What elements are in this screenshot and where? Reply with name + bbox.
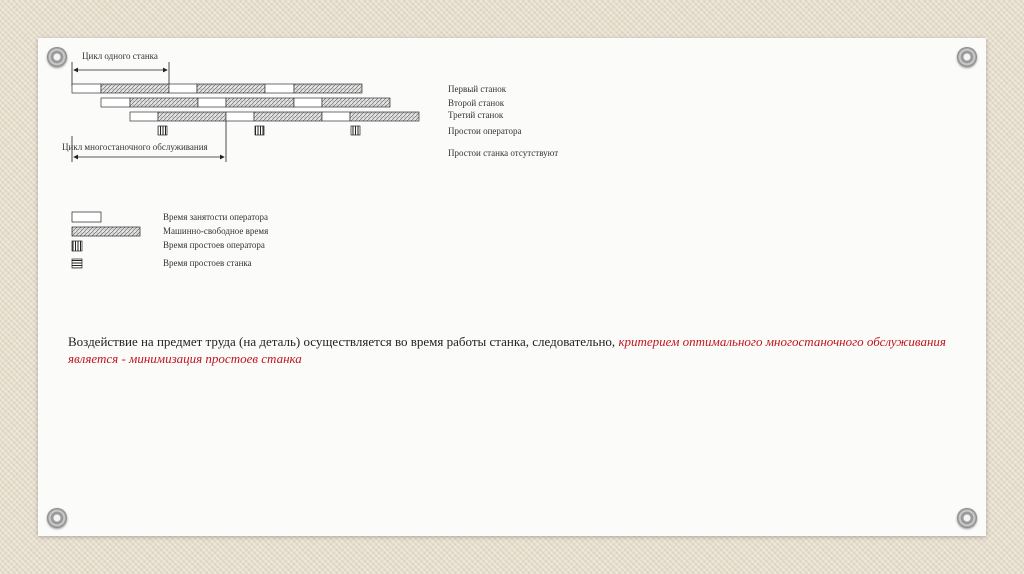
machine-2-bar	[101, 98, 390, 107]
legend-swatch-machine-idle	[72, 259, 82, 268]
machine-1-bar	[72, 84, 362, 93]
conclusion-paragraph	[68, 333, 973, 367]
legend-swatch-operator-idle	[72, 241, 82, 251]
machine-3-bar	[130, 112, 419, 121]
single-cycle-label: Цикл одного станка	[82, 51, 158, 61]
legend-label-machine-free: Машинно-свободное время	[163, 226, 269, 236]
operator-idle-marks	[158, 126, 360, 135]
legend-swatch-machine-free	[72, 227, 140, 236]
machine-3-label: Третий станок	[448, 110, 504, 120]
legend-label-operator-busy: Время занятости оператора	[163, 212, 269, 222]
conclusion-emphasis: критерием оптимального многостаночного обслуживания является - минимизация простоев станка	[68, 334, 946, 366]
machine-2-label: Второй станок	[448, 98, 505, 108]
single-cycle-dimension	[72, 51, 169, 86]
no-machine-idle-label: Простои станка отсутствуют	[448, 148, 559, 158]
legend-swatch-operator-busy	[72, 212, 101, 222]
legend-label-operator-idle: Время простоев оператора	[163, 240, 265, 250]
legend	[72, 212, 140, 268]
conclusion-plain: Воздействие на предмет труда (на деталь) осуществляется во время работы станка, следовательно,	[68, 334, 619, 349]
legend-label-machine-idle: Время простоев станка	[163, 258, 252, 268]
multi-cycle-label: Цикл многостаночного обслуживания	[62, 142, 208, 152]
operator-idle-label: Простои оператора	[448, 126, 522, 136]
machine-1-label: Первый станок	[448, 84, 507, 94]
multi-cycle-dimension	[62, 121, 226, 162]
